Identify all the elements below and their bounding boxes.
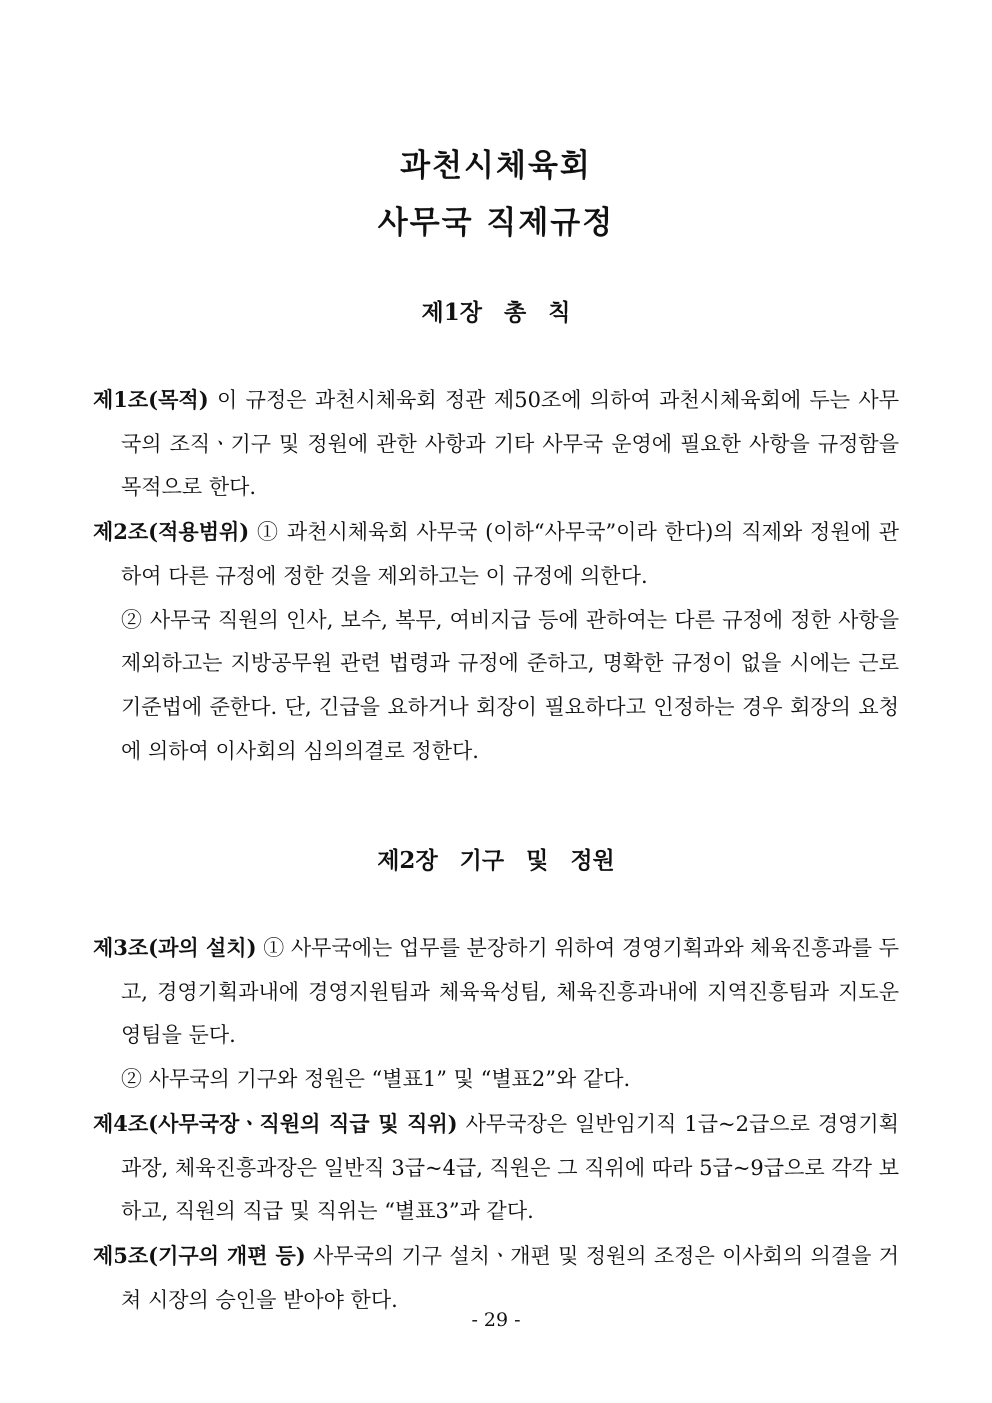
article-3 — [93, 926, 899, 1058]
chapter-1-heading: 제1장 총 칙 — [421, 299, 571, 326]
article-2-heading: 제2조(적용범위) — [93, 519, 250, 545]
article-3-heading: 제3조(과의 설치) — [93, 935, 257, 960]
article-3-paragraph-2: ② 사무국의 기구와 정원은 “별표1” 및 “별표2”와 같다. — [121, 1067, 631, 1092]
article-2-paragraph-2: ② 사무국 직원의 인사, 보수, 복무, 여비지급 등에 관하여는 다른 규정에 정한 사항을 제외하고는 지방공무원 관련 법령과 규정에 준하고, 명확한 규정이 없을 시에는 근로기준법에 준한다. 단, 긴급을 요하거나 회장이 필요하다고 인정하는 경우 회장의 요청에 의하여 이사회의 심의의결로 정한다. — [121, 607, 899, 763]
article-2 — [93, 510, 899, 598]
article-1-text: 이 규정은 과천시체육회 정관 제50조에 의하여 과천시체육회에 두는 사무국의 조직ㆍ기구 및 정원에 관한 사항과 기타 사무국 운영에 필요한 사항을 규정함을 목적으로 한다. — [121, 388, 899, 500]
article-2-text: ① 과천시체육회 사무국 (이하“사무국”이라 한다)의 직제와 정원에 관하여 다른 규정에 정한 것을 제외하고는 이 규정에 의한다. — [121, 520, 899, 588]
article-3-text: ① 사무국에는 업무를 분장하기 위하여 경영기획과와 체육진흥과를 두고, 경영기획과내에 경영지원팀과 체육육성팀, 체육진흥과내에 지역진흥팀과 지도운영팀을 둔다. — [121, 936, 899, 1048]
article-4-heading: 제4조(사무국장ㆍ직원의 직급 및 직위) — [93, 1110, 458, 1136]
page-number: - 29 - — [471, 1309, 521, 1331]
article-1-heading: 제1조(목적) — [93, 387, 209, 412]
title-line-regulation: 사무국 직제규정 — [377, 205, 615, 241]
article-4 — [93, 1102, 899, 1234]
article-5-heading: 제5조(기구의 개편 등) — [93, 1242, 306, 1268]
chapter-2-body — [93, 926, 899, 1322]
article-5-text: 사무국의 기구 설치ㆍ개편 및 정원의 조정은 이사회의 의결을 거쳐 시장의 승인을 받아야 한다. — [121, 1243, 899, 1312]
chapter-1-body — [93, 378, 899, 773]
article-1 — [93, 378, 899, 510]
document-title — [0, 138, 992, 252]
chapter-2-heading: 제2장 기구 및 정원 — [377, 847, 615, 874]
article-4-text: 사무국장은 일반임기직 1급~2급으로 경영기획과장, 체육진흥과장은 일반직 3급~4급, 직원은 그 직위에 따라 5급~9급으로 각각 보하고, 직원의 직급 및 직위는 “별표3”과 같다. — [121, 1111, 899, 1224]
title-line-organization: 과천시체육회 — [400, 148, 592, 184]
